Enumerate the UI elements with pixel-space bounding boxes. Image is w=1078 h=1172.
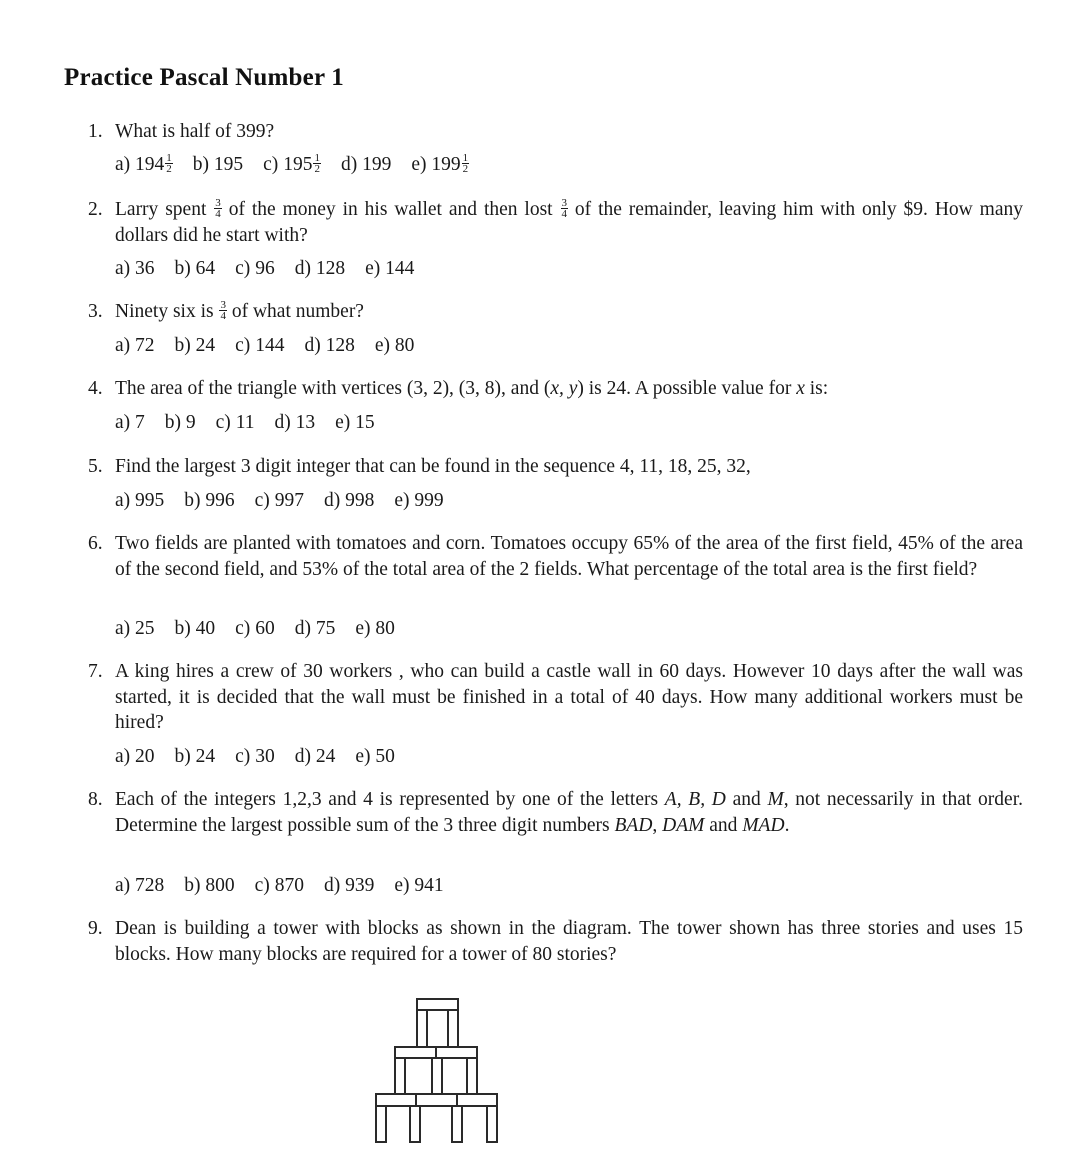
choice-value: 144 [255,335,285,356]
choice-value: 60 [255,618,275,639]
question-number: 4. [88,378,103,399]
tower-block-bottom-leg-3 [452,1106,462,1142]
choice-label: c) [235,746,256,767]
choice-value: 50 [375,746,395,767]
question-number: 7. [88,661,103,682]
choice-label: b) [174,746,196,767]
tower-block-bottom-cap-right [457,1094,497,1106]
tower-block-bottom-leg-2 [410,1106,420,1142]
question-text: The area of the triangle with vertices (3, 2), (3, 8), and (x, y) is 24. A possible value for x is: [115,378,829,399]
choice-label: a) [115,412,136,433]
choice-label: b) [192,154,214,175]
question-number: 5. [88,456,103,477]
tower-block-bottom-leg-1 [376,1106,386,1142]
choice-value: 13 [295,412,316,433]
math-variable: BAD [614,814,653,836]
choice-value: 728 [135,875,165,896]
math-variable: MAD [742,814,785,836]
choice-label: a) [115,746,136,767]
choice-label: b) [174,335,196,356]
choice-value: 199 [431,154,461,175]
choice-label: c) [254,490,275,511]
choice-value: 30 [255,746,275,767]
choice-label: c) [254,875,275,896]
math-variable: A, B, D [664,789,726,810]
fraction-denominator: 2 [314,163,320,176]
question-number: 6. [88,533,103,554]
question-number: 1. [88,121,103,142]
choice-value: 15 [355,412,375,433]
tower-block-bottom-leg-4 [487,1106,497,1142]
choice-label: e) [355,746,376,767]
choice-label: c) [235,618,256,639]
fraction-numerator: 1 [314,152,320,165]
choice-value: 9 [185,412,196,433]
math-variable: DAM [662,814,705,836]
tower-block-middle-leg-right [467,1058,477,1094]
choice-label: d) [294,746,316,767]
choice-label: c) [235,258,256,279]
choice-label: a) [115,335,136,356]
question-text: Each of the integers 1,2,3 and 4 is represented by one of the letters A, B, D and M, not necessarily in that order. Determine the largest possible sum of the 3 three digit numbers BAD, DAM and MAD. [115,789,1024,836]
fraction-denominator: 4 [215,208,221,221]
choice-value: 25 [135,618,155,639]
tower-block-middle-cap-left [395,1047,436,1058]
choice-value: 941 [414,875,444,896]
choice-label: d) [304,335,326,356]
choice-label: c) [215,412,236,433]
choice-value: 195 [213,154,244,175]
choice-label: b) [174,258,196,279]
fraction-denominator: 2 [166,163,172,176]
choice-label: c) [263,154,284,175]
choice-label: e) [411,154,432,175]
choice-label: d) [294,618,316,639]
question-text: Larry spent $\frac{3}{4}$ of the money in his wallet and then lost $\frac{3}{4}$ of the remainder, leaving him with only $9. How many dollars did he start with? [115,197,1023,246]
choice-label: b) [164,412,186,433]
fraction-numerator: 1 [166,152,172,165]
choice-value: 20 [135,746,155,767]
choice-label: d) [340,154,363,175]
question-text: Dean is building a tower with blocks as shown in the diagram. The tower shown has three stories and uses 15 blocks. How many blocks are required for a tower of 80 stories? [115,918,1023,965]
choice-value: 194 [135,154,165,175]
choice-value: 144 [385,258,415,279]
fraction-denominator: 2 [462,163,469,176]
tower-block-middle-cap-right [436,1047,477,1058]
tower-block-top-cap [417,999,458,1010]
question-text: Find the largest 3 digit integer that can be found in the sequence 4, 11, 18, 25, 32, [115,456,751,477]
choice-value: 40 [195,618,216,639]
choice-value: 199 [362,154,392,175]
choice-value: 996 [205,490,235,511]
choice-label: a) [115,258,136,279]
question-text: What is half of 399? [115,121,275,142]
choice-label: b) [174,618,196,639]
math-variable: x [796,378,805,399]
question-text: Ninety six is $\frac{3}{4}$ of what number? [115,299,364,323]
choice-value: 75 [315,618,336,639]
question-number: 8. [88,789,103,810]
choice-value: 36 [135,258,155,279]
tower-block-top-leg-right [448,1010,458,1047]
fraction-denominator: 4 [220,310,226,323]
choice-label: e) [365,258,386,279]
choice-value: 128 [315,258,346,279]
choice-label: e) [335,412,356,433]
choice-label: a) [115,154,136,175]
choice-value: 72 [135,335,155,356]
choice-label: a) [115,490,136,511]
math-variable: M [767,789,784,810]
choice-value: 998 [345,490,375,511]
question-number: 2. [88,199,103,220]
choice-value: 24 [195,335,216,356]
choice-label: d) [274,412,296,433]
choice-label: c) [235,335,256,356]
choice-label: a) [115,875,136,896]
choice-label: e) [394,490,415,511]
page-title: Practice Pascal Number 1 [64,64,344,91]
fraction-numerator: 3 [215,197,221,210]
choice-label: d) [323,490,346,511]
choice-value: 11 [235,412,255,433]
fraction-numerator: 1 [462,152,469,165]
choice-value: 939 [345,875,375,896]
choice-value: 800 [205,875,235,896]
question-number: 3. [88,301,103,322]
choice-value: 195 [283,154,313,175]
math-variable: x, y [550,378,578,399]
choice-label: b) [184,875,206,896]
tower-block-middle-leg-left [395,1058,405,1094]
choice-label: d) [323,875,346,896]
choice-value: 7 [135,412,145,433]
choice-value: 80 [394,335,415,356]
choice-label: b) [184,490,206,511]
tower-block-bottom-cap-left [376,1094,416,1106]
tower-block-bottom-cap-center [416,1094,457,1106]
choice-label: e) [374,335,395,356]
choice-value: 995 [135,490,165,511]
choice-value: 999 [414,490,444,511]
choice-value: 96 [255,258,275,279]
choice-value: 997 [274,490,304,511]
question-number: 9. [88,918,103,939]
choice-label: a) [115,618,136,639]
fraction-numerator: 3 [561,197,568,210]
question-text: A king hires a crew of 30 workers , who can build a castle wall in 60 days. However 10 days after the wall was started, it is decided that the wall must be finished in a total of 40 days. How many additional workers must be hired? [115,661,1023,733]
choice-value: 64 [195,258,216,279]
choice-value: 870 [274,875,304,896]
fraction-numerator: 3 [220,299,226,312]
choice-label: e) [394,875,415,896]
choice-label: d) [294,258,316,279]
question-text: Two fields are planted with tomatoes and corn. Tomatoes occupy 65% of the area of the first field, 45% of the area of the second field, and 53% of the total area of the 2 fields. What percentage of the total area is the first field? [115,533,1023,580]
choice-value: 80 [375,618,395,639]
choice-value: 24 [195,746,216,767]
tower-block-top-leg-left [417,1010,427,1047]
choice-value: 128 [325,335,355,356]
choice-value: 24 [315,746,336,767]
fraction-denominator: 4 [561,208,568,221]
choice-label: e) [355,618,376,639]
tower-block-middle-leg-center [432,1058,442,1094]
